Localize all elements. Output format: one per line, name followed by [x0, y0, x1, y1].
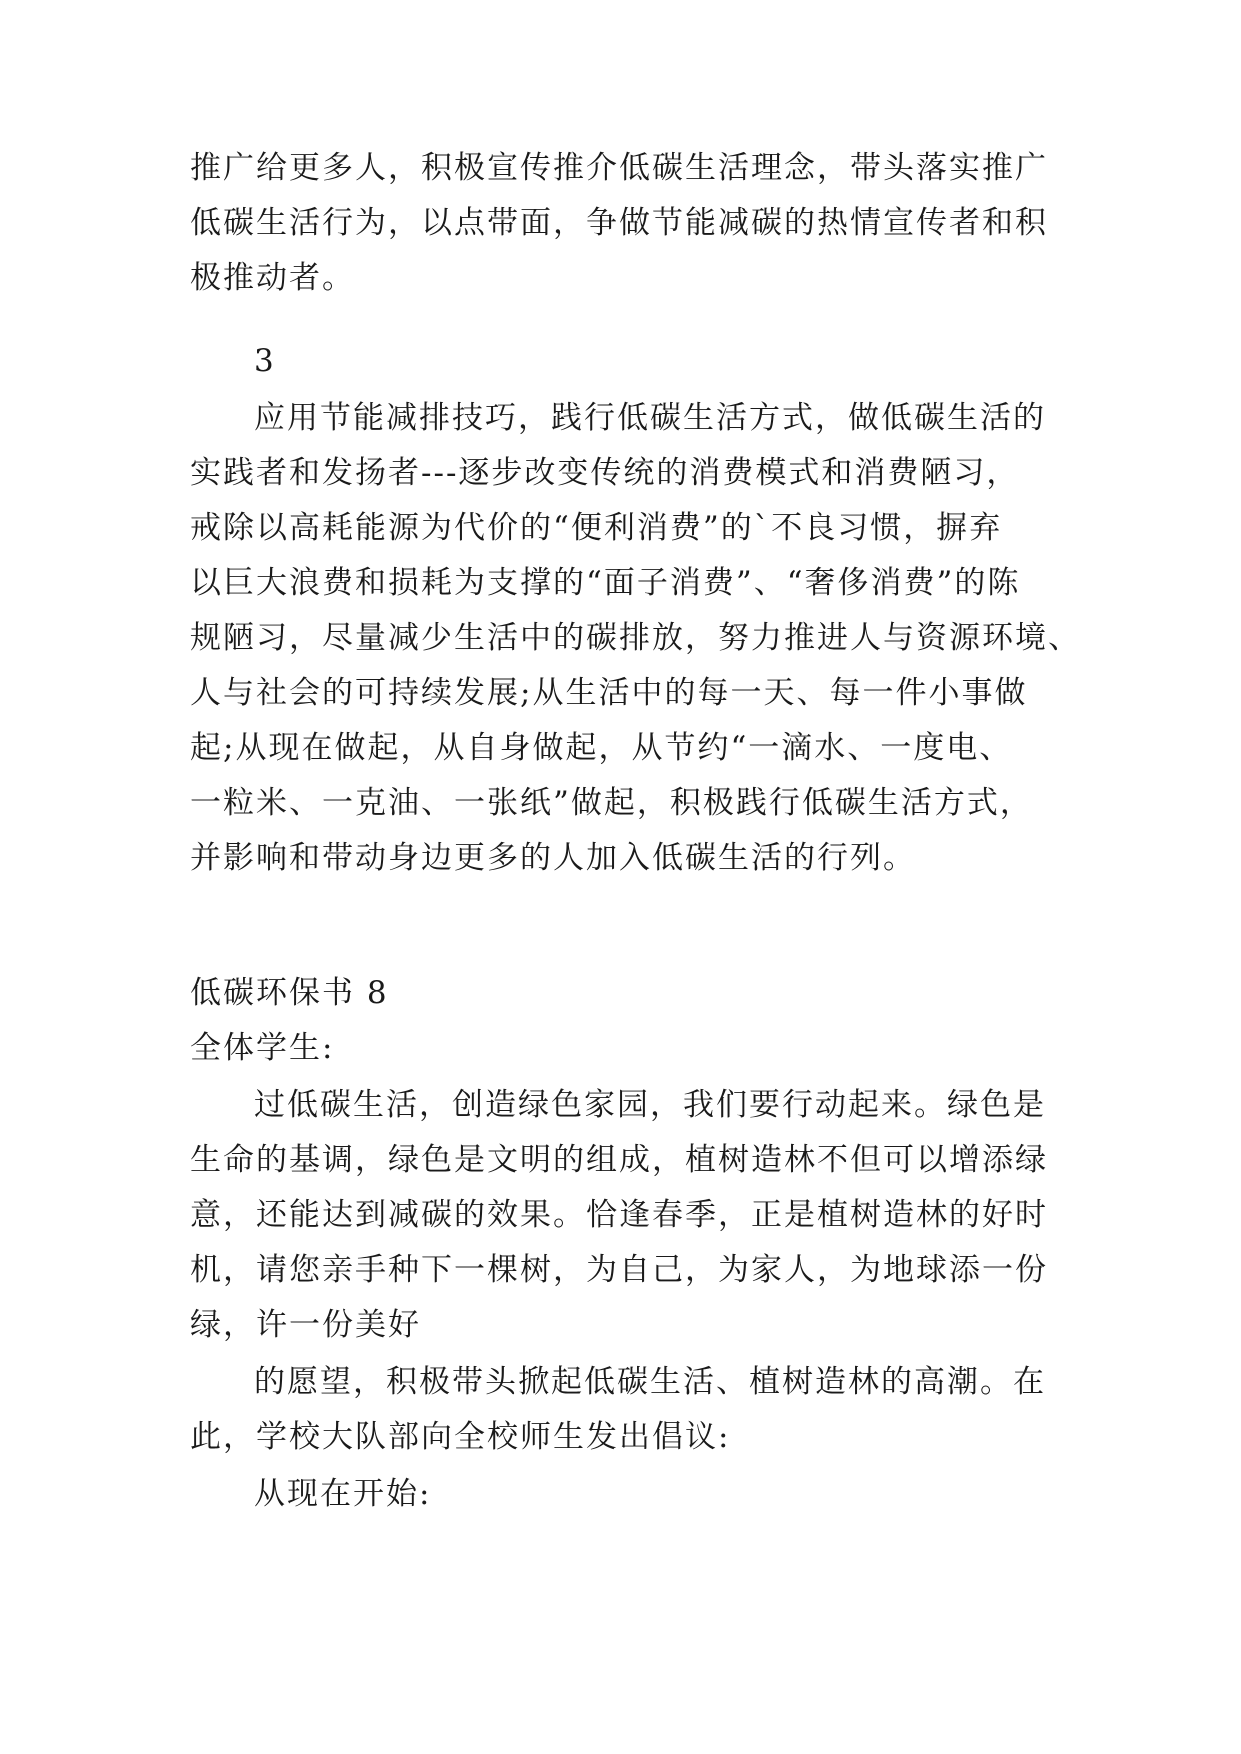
paragraph-line: 绿，许一份美好 [190, 1307, 421, 1343]
paragraph-line: 极推动者。 [190, 260, 355, 296]
paragraph-line: 的愿望，积极带头掀起低碳生活、植树造林的高潮。在 [254, 1364, 1046, 1400]
paragraph-line: 起;从现在做起，从自身做起，从节约“一滴水、一度电、 [190, 730, 1013, 766]
paragraph-line: 机，请您亲手种下一棵树，为自己，为家人，为地球添一份 [190, 1252, 1048, 1288]
paragraph-line: 从现在开始: [254, 1476, 432, 1512]
paragraph-line: 规陋习，尽量减少生活中的碳排放，努力推进人与资源环境、 [190, 620, 1081, 656]
paragraph-line: 低碳生活行为，以点带面，争做节能减碳的热情宣传者和积 [190, 205, 1048, 241]
paragraph-line: 生命的基调，绿色是文明的组成，植树造林不但可以增添绿 [190, 1142, 1048, 1178]
paragraph-line: 此，学校大队部向全校师生发出倡议: [190, 1419, 731, 1455]
paragraph-line: 一粒米、一克油、一张纸”做起，积极践行低碳生活方式， [190, 785, 1033, 821]
paragraph-line: 应用节能减排技巧，践行低碳生活方式，做低碳生活的 [254, 400, 1046, 436]
paragraph-line: 戒除以高耗能源为代价的“便利消费”的`不良习惯，摒弃 [190, 510, 1003, 546]
paragraph-line: 过低碳生活，创造绿色家园，我们要行动起来。绿色是 [254, 1087, 1046, 1123]
section-title: 低碳环保书 8 [190, 975, 389, 1011]
paragraph-line: 人与社会的可持续发展;从生活中的每一天、每一件小事做 [190, 675, 1028, 711]
paragraph-line: 意，还能达到减碳的效果。恰逢春季，正是植树造林的好时 [190, 1197, 1048, 1233]
section-number: 3 [254, 343, 276, 379]
paragraph-line: 以巨大浪费和损耗为支撑的“面子消费”、“奢侈消费”的陈 [190, 565, 1021, 601]
paragraph-line: 推广给更多人，积极宣传推介低碳生活理念，带头落实推广 [190, 150, 1048, 186]
paragraph-line: 实践者和发扬者---逐步改变传统的消费模式和消费陋习， [190, 455, 1020, 491]
paragraph-line: 并影响和带动身边更多的人加入低碳生活的行列。 [190, 840, 916, 876]
salutation: 全体学生: [190, 1030, 335, 1066]
